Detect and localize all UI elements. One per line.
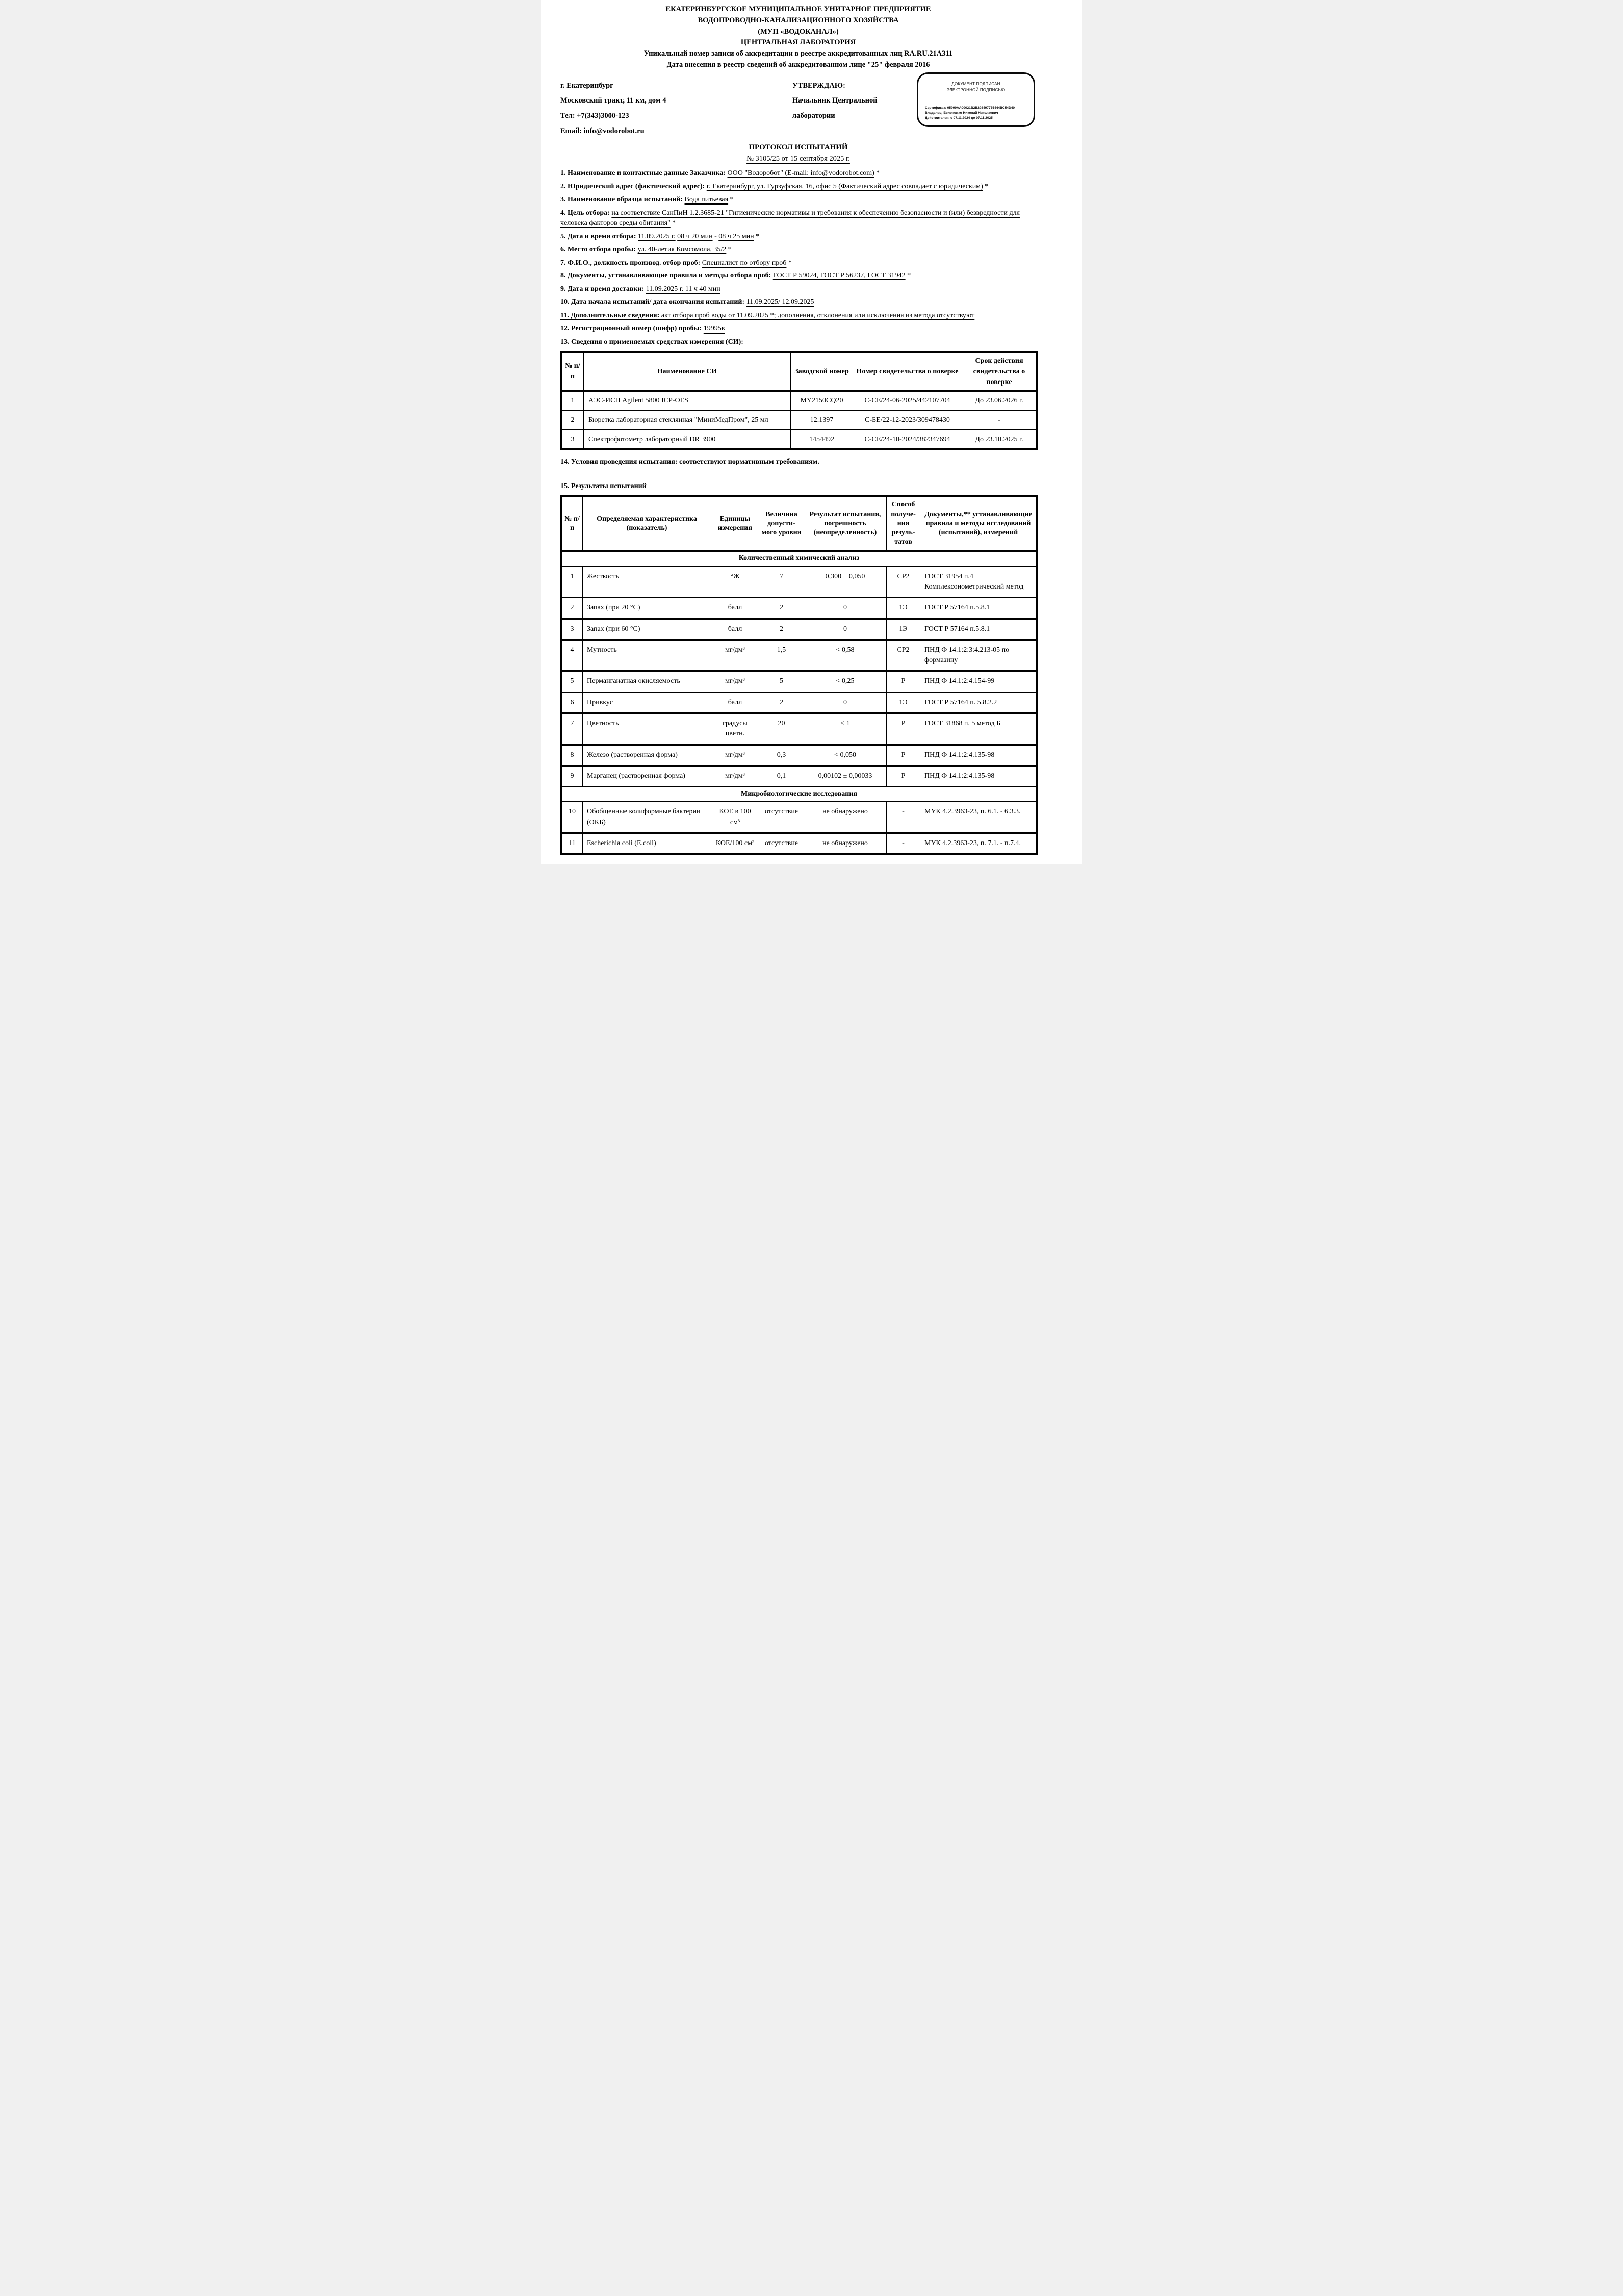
si-table-header-row [561, 352, 1037, 391]
table-cell: 5 [561, 671, 583, 692]
table-cell: 2 [561, 598, 583, 619]
table-cell: ГОСТ Р 57164 п. 5.8.2.2 [920, 692, 1037, 713]
org-lab-line: ЦЕНТРАЛЬНАЯ ЛАБОРАТОРИЯ [740, 38, 856, 47]
table-cell: 0 [804, 692, 887, 713]
table-row [561, 833, 1037, 854]
table-cell: < 0,050 [804, 745, 887, 766]
table-cell: ПНД Ф 14.1:2:4.154-99 [920, 671, 1037, 692]
table-cell: До 23.10.2025 г. [962, 429, 1037, 449]
column-header: Величина допусти-мого уровня [759, 496, 804, 551]
text-segment: * [728, 196, 734, 204]
table-cell: 2 [759, 692, 804, 713]
table-cell: 1Э [887, 692, 920, 713]
table-cell: 0,300 ± 0,050 [804, 566, 887, 598]
table-cell: 20 [759, 713, 804, 745]
text-segment: 4. Цель отбора: [560, 209, 612, 217]
text-segment: 12. Регистрационный номер (шифр) пробы: [560, 324, 704, 333]
table-cell: АЭС-ИСП Agilent 5800 ICP-OES [584, 391, 791, 410]
table-cell: 9 [561, 766, 583, 786]
table-cell: Перманганатная окисляемость [583, 671, 711, 692]
protocol-number: № 3105/25 от 15 сентября 2025 г. [746, 155, 850, 163]
table-row [561, 802, 1037, 833]
protocol-items [560, 168, 1036, 347]
text-segment: * [983, 183, 989, 191]
accreditation-date-line: Дата внесения в реестр сведений об аккредитованном лице "25" февраля 2016 [666, 60, 930, 69]
org-header [560, 4, 1036, 71]
table-cell: 1Э [887, 619, 920, 640]
approval-label: УТВЕРЖДАЮ: [792, 81, 845, 90]
text-segment: * [905, 272, 911, 280]
table-cell: не обнаружено [804, 833, 887, 854]
text-segment: * [754, 232, 760, 240]
stamp-title-line-2: ЭЛЕКТРОННОЙ ПОДПИСЬЮ [946, 88, 1006, 93]
table-cell: ПНД Ф 14.1:2:3:4.213-05 по формазину [920, 640, 1037, 671]
text-segment: 08 ч 25 мин [718, 232, 754, 240]
table-cell: 5 [759, 671, 804, 692]
table-cell: 0 [804, 598, 887, 619]
text-segment: ул. 40-летия Комсомола, 35/2 [637, 245, 727, 253]
text-segment: 1. Наименование и контактные данные Заказчика: [560, 169, 728, 177]
table-cell: не обнаружено [804, 802, 887, 833]
text-segment: Специалист по отбору проб [702, 259, 787, 267]
text-segment: г. Екатеринбург, ул. Гурзуфская, 16, офис 5 (Фактический адрес совпадает с юридическим) [706, 183, 983, 191]
table-row [561, 766, 1037, 786]
table-cell: MY2150CQ20 [791, 391, 853, 410]
approval-block [792, 79, 915, 139]
text-segment: 8. Документы, устанавливающие правила и методы отбора проб: [560, 272, 773, 280]
table-row [561, 410, 1037, 429]
org-name-line-3: (МУП «ВОДОКАНАЛ») [758, 27, 839, 36]
table-cell: 11 [561, 833, 583, 854]
protocol-item-12 [560, 324, 1036, 334]
contact-email: Email: info@vodorobot.ru [560, 126, 645, 135]
table-cell: 2 [759, 598, 804, 619]
protocol-item-8 [560, 271, 1036, 281]
table-row [561, 671, 1037, 692]
table-cell: Р [887, 745, 920, 766]
table-cell: 6 [561, 692, 583, 713]
column-header: Способ получе-ния резуль-татов [887, 496, 920, 551]
table-cell: Запах (при 60 °С) [583, 619, 711, 640]
text-segment: - [712, 232, 719, 240]
text-segment: 7. Ф.И.О., должность производ. отбор проб: [560, 259, 702, 267]
text-segment: 6. Место отбора пробы: [560, 245, 638, 253]
table-row [561, 640, 1037, 671]
table-cell: - [887, 833, 920, 854]
table-cell: КОЕ в 100 см³ [711, 802, 759, 833]
table-cell: СР2 [887, 566, 920, 598]
table-cell: 1Э [887, 598, 920, 619]
table-cell: 3 [561, 619, 583, 640]
protocol-item-3 [560, 195, 1036, 205]
protocol-item-6 [560, 245, 1036, 255]
table-cell: 3 [561, 429, 584, 449]
column-header: № п/п [561, 496, 583, 551]
column-header: Заводской номер [791, 352, 853, 391]
table-cell: 10 [561, 802, 583, 833]
table-cell: < 0,25 [804, 671, 887, 692]
table-cell: Цветность [583, 713, 711, 745]
table-cell: С-СЕ/24-10-2024/382347694 [853, 429, 962, 449]
table-row [561, 692, 1037, 713]
table-cell: СР2 [887, 640, 920, 671]
table-cell: ГОСТ 31868 п. 5 метод Б [920, 713, 1037, 745]
table-cell: балл [711, 692, 759, 713]
contact-city: г. Екатеринбург [560, 81, 613, 90]
text-segment: 11.09.2025/ 12.09.2025 [746, 298, 814, 307]
text-segment: 13. Сведения о применяемых средствах измерения (СИ): [560, 338, 743, 346]
protocol-item-10 [560, 297, 1036, 308]
section-label: Микробиологические исследования [561, 787, 1037, 802]
text-segment: 11. Дополнительные сведения: [560, 312, 661, 319]
protocol-item-1 [560, 168, 1036, 178]
text-segment: 9. Дата и время доставки: [560, 285, 646, 293]
table-cell: С-БЕ/22-12-2023/309478430 [853, 410, 962, 429]
table-cell: ПНД Ф 14.1:2:4.135-98 [920, 766, 1037, 786]
table-cell: 1454492 [791, 429, 853, 449]
contact-phone: Тел: +7(343)3000-123 [560, 111, 629, 120]
table-cell: 7 [759, 566, 804, 598]
table-cell: Escherichia coli (E.coli) [583, 833, 711, 854]
table-cell: С-СЕ/24-06-2025/442107704 [853, 391, 962, 410]
table-cell: балл [711, 598, 759, 619]
table-cell: 0,1 [759, 766, 804, 786]
table-cell: Мутность [583, 640, 711, 671]
text-segment: ООО "Водоробот" (E-mail: info@vodorobot.com) [727, 169, 874, 177]
table-cell: 0 [804, 619, 887, 640]
column-header: Документы,** устанавливающие правила и методы исследований (испытаний), измерений [920, 496, 1037, 551]
table-cell: Железо (растворенная форма) [583, 745, 711, 766]
table-cell: балл [711, 619, 759, 640]
table-cell: 0,3 [759, 745, 804, 766]
table-cell: Обобщенные колиформные бактерии (ОКБ) [583, 802, 711, 833]
section-label: Количественный химический анализ [561, 551, 1037, 566]
column-header: Определяемая характеристика (показатель) [583, 496, 711, 551]
section-row [561, 787, 1037, 802]
text-segment: 10. Дата начала испытаний/ дата окончания испытаний: [560, 298, 746, 307]
table-cell: Привкус [583, 692, 711, 713]
table-cell: Р [887, 713, 920, 745]
table-cell: Запах (при 20 °С) [583, 598, 711, 619]
org-name-line-2: ВОДОПРОВОДНО-КАНАЛИЗАЦИОННОГО ХОЗЯЙСТВА [698, 16, 899, 24]
table-cell: 2 [759, 619, 804, 640]
column-header: Результат испытания, погрешность (неопределенность) [804, 496, 887, 551]
table-cell: 2 [561, 410, 584, 429]
document-page [541, 0, 1082, 864]
table-cell: градусы цветн. [711, 713, 759, 745]
protocol-item-11 [560, 311, 1036, 321]
protocol-item-2 [560, 182, 1036, 192]
table-cell: < 1 [804, 713, 887, 745]
table-cell: - [962, 410, 1037, 429]
table-row [561, 429, 1037, 449]
text-segment: 3. Наименование образца испытаний: [560, 196, 685, 204]
table-cell: 12.1397 [791, 410, 853, 429]
results-table [560, 495, 1038, 855]
table-cell: мг/дм³ [711, 766, 759, 786]
text-segment: * [874, 169, 880, 177]
text-segment: * [786, 259, 792, 267]
table-row [561, 598, 1037, 619]
table-cell: < 0,58 [804, 640, 887, 671]
table-cell: До 23.06.2026 г. [962, 391, 1037, 410]
table-cell: ГОСТ 31954 п.4 Комплексонометрический метод [920, 566, 1037, 598]
text-segment: 14. Условия проведения испытания: соответствуют нормативным требованиям. [560, 457, 819, 466]
text-segment: 5. Дата и время отбора: [560, 232, 638, 240]
text-segment: * [726, 245, 732, 253]
stamp-certificate: Сертификат: 05999AA00021B2B298497755444BC54D40 [925, 106, 1015, 110]
table-row [561, 391, 1037, 410]
table-cell: ПНД Ф 14.1:2:4.135-98 [920, 745, 1037, 766]
table-cell: мг/дм³ [711, 671, 759, 692]
text-segment: 19995в [703, 324, 725, 333]
table-cell: ГОСТ Р 57164 п.5.8.1 [920, 619, 1037, 640]
protocol-number-line [560, 155, 1036, 163]
table-cell: отсутствие [759, 802, 804, 833]
stamp-details [925, 106, 1031, 121]
results-table-header-row [561, 496, 1037, 551]
text-segment: Вода питьевая [684, 196, 729, 204]
accreditation-number-line: Уникальный номер записи об аккредитации в реестре аккредитованных лиц RA.RU.21АЗ11 [643, 49, 953, 58]
section-row [561, 551, 1037, 566]
table-cell: КОЕ/100 см³ [711, 833, 759, 854]
text-segment: акт отбора проб воды от 11.09.2025 *; дополнения, отклонения или исключения из метода отсутствуют [661, 312, 975, 319]
text-segment: * [670, 219, 676, 227]
column-header: № п/п [561, 352, 584, 391]
table-cell: Бюретка лабораторная стеклянная "МиниМедПром", 25 мл [584, 410, 791, 429]
table-cell: ГОСТ Р 57164 п.5.8.1 [920, 598, 1037, 619]
table-cell: Спектрофотометр лабораторный DR 3900 [584, 429, 791, 449]
stamp-title [918, 81, 1034, 94]
protocol-item-9 [560, 284, 1036, 294]
text-segment: 11.09.2025 г. [638, 232, 676, 240]
table-cell: мг/дм³ [711, 745, 759, 766]
table-cell: МУК 4.2.3963-23, п. 6.1. - 6.3.3. [920, 802, 1037, 833]
table-cell: МУК 4.2.3963-23, п. 7.1. - п.7.4. [920, 833, 1037, 854]
contact-address: Московский тракт, 11 км, дом 4 [560, 96, 666, 105]
table-cell: отсутствие [759, 833, 804, 854]
digital-signature-stamp [917, 72, 1035, 127]
stamp-validity: Действителен: с 07.11.2024 до 07.11.2025 [925, 116, 993, 120]
table-cell: Р [887, 766, 920, 786]
approval-title-line-2: лаборатории [792, 111, 835, 120]
table-cell: 0,00102 ± 0,00033 [804, 766, 887, 786]
table-row [561, 713, 1037, 745]
table-row [561, 745, 1037, 766]
approval-title-line-1: Начальник Центральной [792, 96, 878, 105]
stamp-title-line-1: ДОКУМЕНТ ПОДПИСАН [951, 82, 1000, 86]
protocol-item-4 [560, 208, 1036, 228]
table-cell: 1 [561, 391, 584, 410]
table-cell: 1,5 [759, 640, 804, 671]
text-segment: 08 ч 20 мин [677, 232, 713, 240]
text-segment: 2. Юридический адрес (фактический адрес): [560, 183, 707, 191]
table-cell: Р [887, 671, 920, 692]
text-segment: на соответствие СанПиН 1.2.3685-21 "Гигиенические нормативы и требования к обеспечению безопасности и (или) безвредности для человека факторов среды обитания" [560, 209, 1020, 227]
protocol-title: ПРОТОКОЛ ИСПЫТАНИЙ [749, 143, 848, 152]
si-table [560, 351, 1038, 450]
column-header: Единицы измерения [711, 496, 759, 551]
protocol-item-7 [560, 258, 1036, 268]
table-cell: Марганец (растворенная форма) [583, 766, 711, 786]
stamp-owner: Владелец: Белоножко Николай Николаевич [925, 111, 998, 115]
text-segment: 11.09.2025 г. 11 ч 40 мин [646, 285, 720, 293]
protocol-item-15 [560, 481, 1036, 492]
protocol-item-5 [560, 232, 1036, 242]
table-cell: 7 [561, 713, 583, 745]
contact-block [560, 79, 792, 139]
protocol-item-13 [560, 337, 1036, 347]
table-cell: 4 [561, 640, 583, 671]
text-segment: 15. Результаты испытаний [560, 482, 647, 490]
table-cell: °Ж [711, 566, 759, 598]
table-cell: 1 [561, 566, 583, 598]
table-cell: 8 [561, 745, 583, 766]
table-row [561, 619, 1037, 640]
column-header: Номер свидетельства о поверке [853, 352, 962, 391]
column-header: Срок действия свидетельства о поверке [962, 352, 1037, 391]
table-row [561, 566, 1037, 598]
table-cell: - [887, 802, 920, 833]
table-cell: мг/дм³ [711, 640, 759, 671]
org-name-line-1: ЕКАТЕРИНБУРГСКОЕ МУНИЦИПАЛЬНОЕ УНИТАРНОЕ ПРЕДПРИЯТИЕ [665, 5, 931, 13]
table-cell: Жесткость [583, 566, 711, 598]
protocol-item-14 [560, 457, 1036, 467]
column-header: Наименование СИ [584, 352, 791, 391]
text-segment: ГОСТ Р 59024, ГОСТ Р 56237, ГОСТ 31942 [772, 272, 906, 280]
